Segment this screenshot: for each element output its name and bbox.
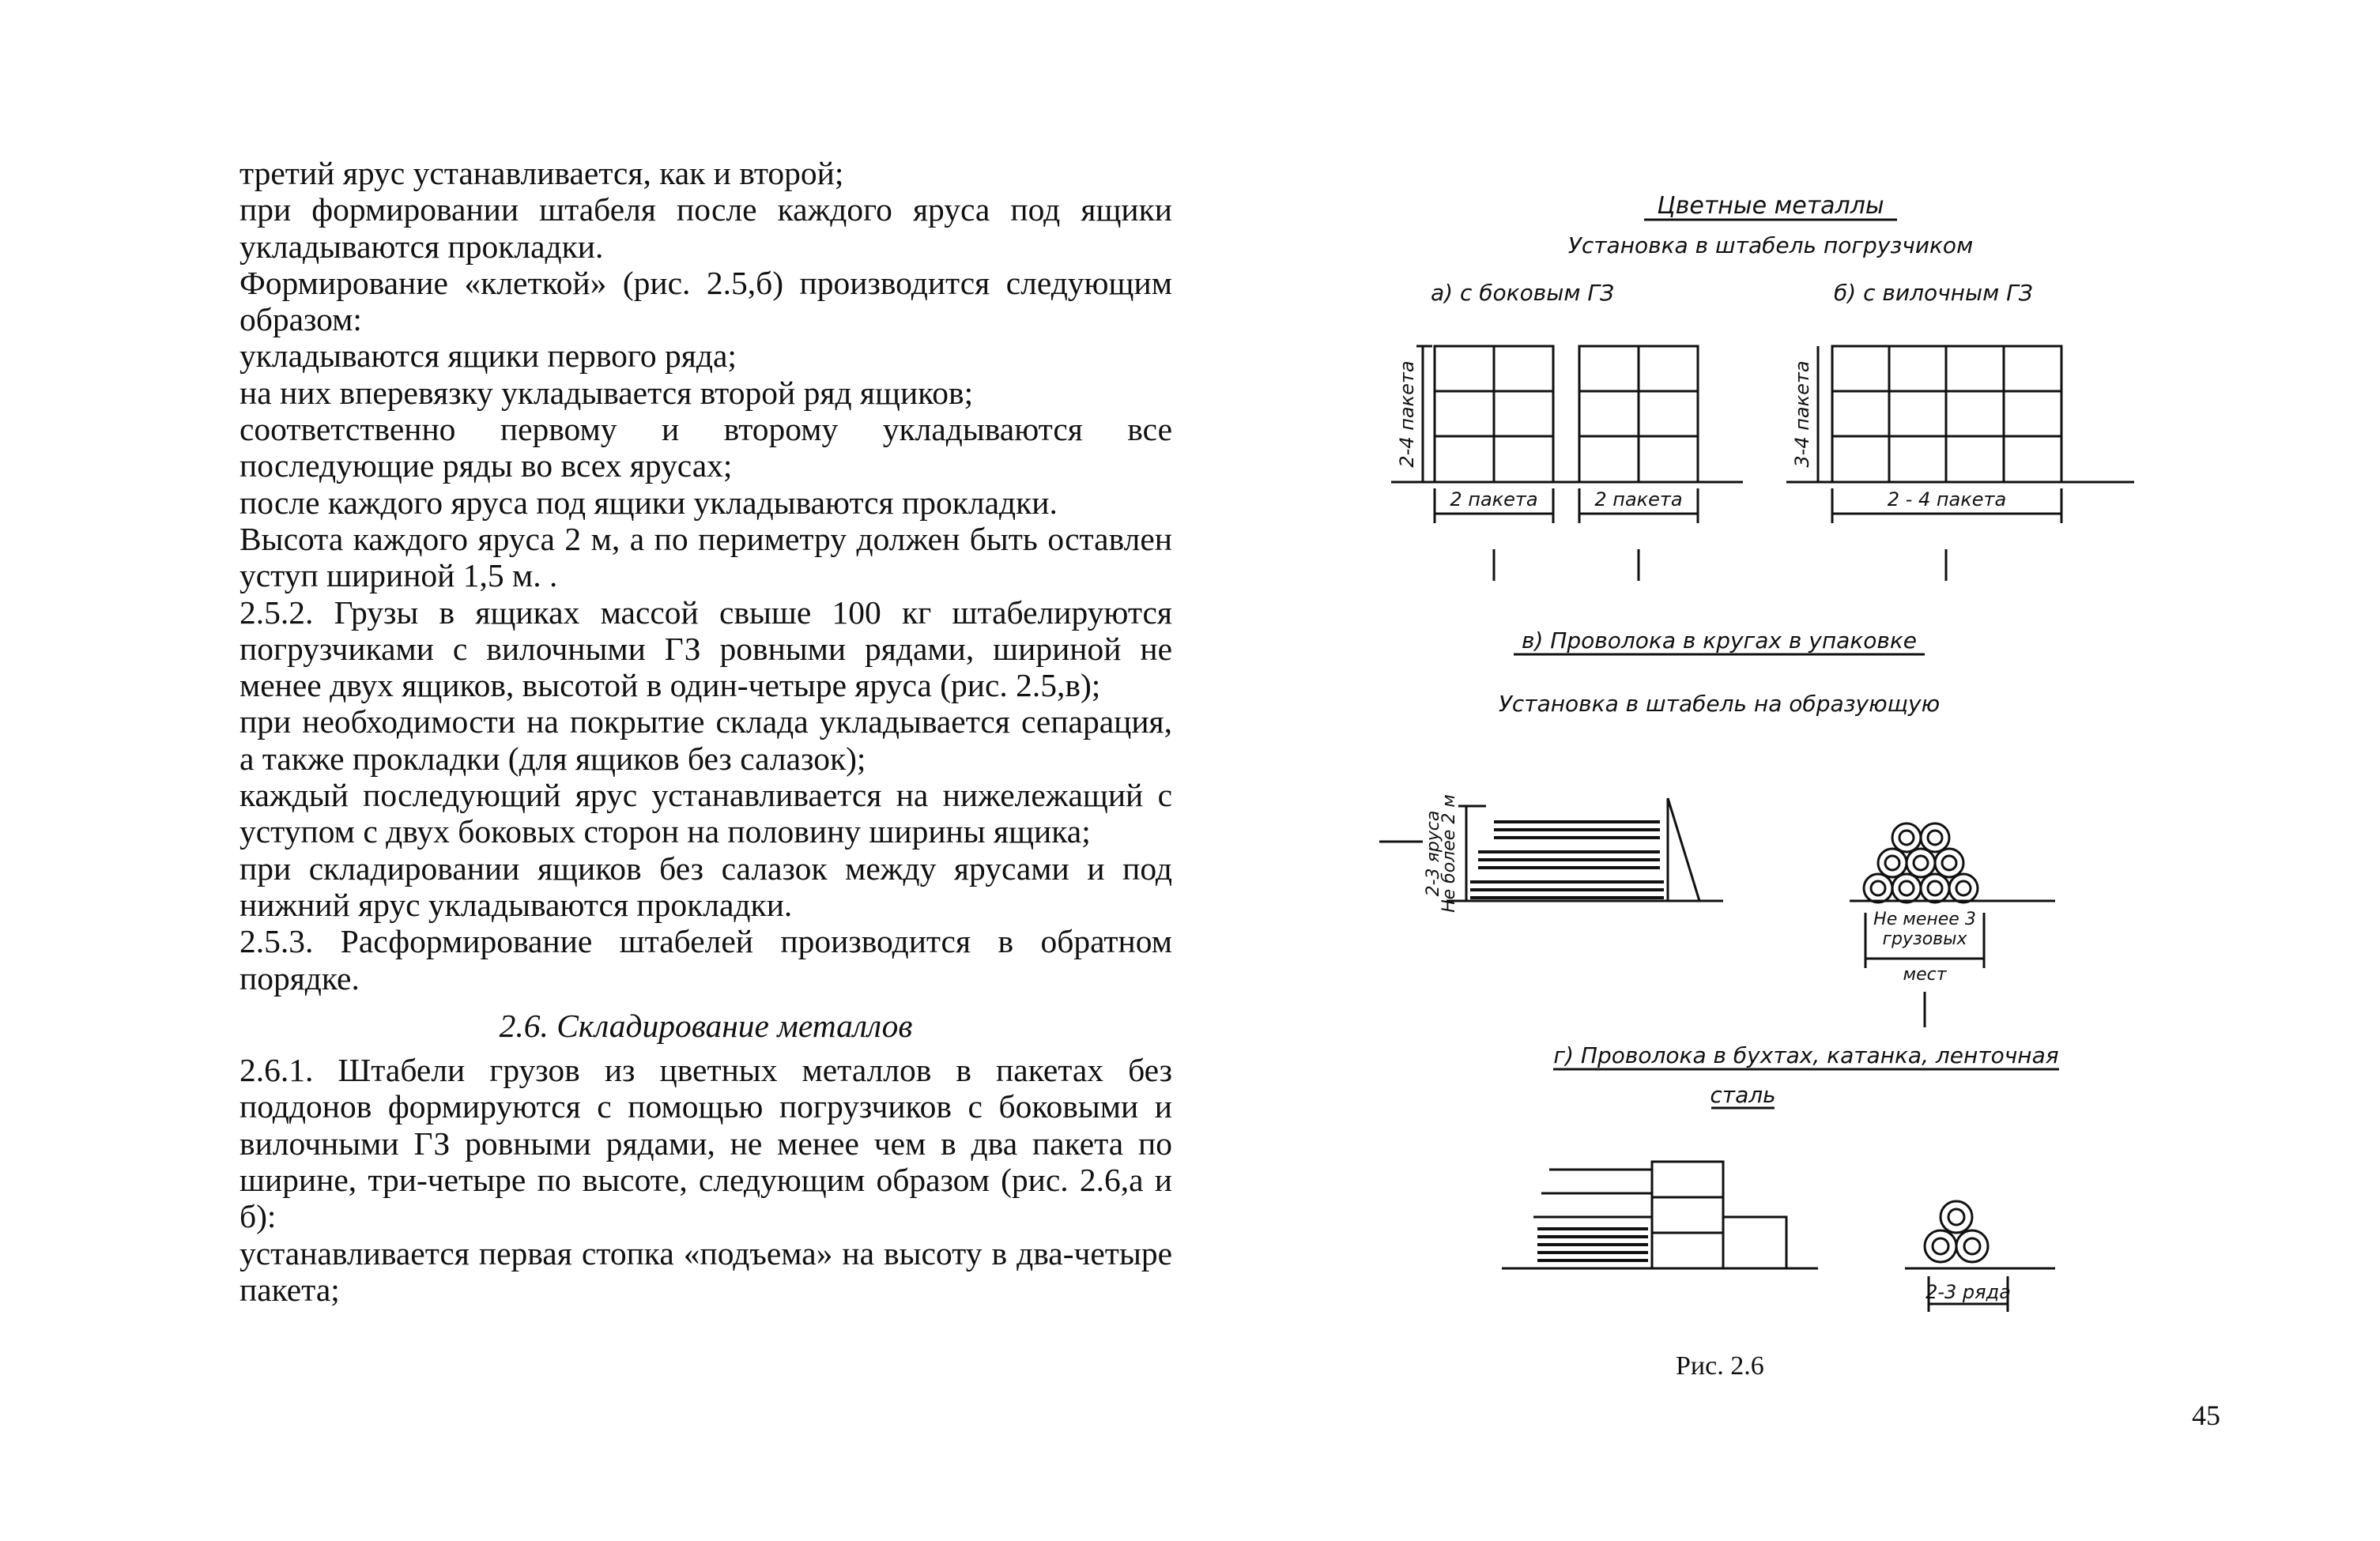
fig-subtitle: Установка в штабель погрузчиком — [1567, 232, 1974, 258]
main-text-column — [240, 155, 1172, 1308]
text-line: каждый последующий ярус устанавливается на нижележащий с уступом с двух боковых сторон на половину ширины ящика; — [240, 777, 1172, 850]
g-width-label: 2-3 ряда — [1925, 1281, 2011, 1303]
text-line: 2.5.2. Грузы в ящиках массой свыше 100 кг штабелируются погрузчиками с вилочными ГЗ ровными рядами, шириной не менее двух ящиков, высотой в один-четыре яруса (рис. 2.5,в); — [240, 593, 1172, 704]
text-line: при необходимости на покрытие склада укладывается сепарация, а также прокладки (для ящиков без салазок); — [240, 703, 1172, 777]
label-v: в) Проволока в кругах в упаковке — [1521, 627, 1918, 654]
label-g: г) Проволока в бухтах, катанка, ленточная — [1553, 1042, 2059, 1068]
text-line: 2.6.1. Штабели грузов из цветных металлов в пакетах без поддонов формируются с помощью погрузчиков с боковыми и вилочными ГЗ ровными рядами, не менее чем в два пакета по ширине, три-четыре по высоте, следующим образом (рис. 2.6,а и б): — [240, 1052, 1172, 1235]
text-line: при складировании ящиков без салазок между ярусами и под нижний ярус укладываются прокладки. — [240, 850, 1172, 923]
figure-drawing — [1344, 174, 2150, 1359]
text-line: укладываются ящики первого ряда; — [240, 337, 737, 375]
page-number: 45 — [2192, 1400, 2220, 1431]
label-a: а) с боковым ГЗ — [1431, 280, 1614, 306]
figure-2-6 — [1344, 174, 2150, 1407]
v-subtitle: Установка в штабель на образующую — [1498, 691, 1941, 717]
v-width-label-3: мест — [1903, 965, 1947, 985]
text-line: при формировании штабеля после каждого яруса под ящики укладываются прокладки. — [240, 191, 1172, 265]
v-width-label-2: грузовых — [1882, 929, 1967, 949]
figure-caption: Рис. 2.6 — [1676, 1351, 1764, 1381]
v-height-label-2: Не более 2 м — [1439, 794, 1459, 913]
b-height-label: 3-4 пакета — [1791, 360, 1813, 468]
a-width-label-2: 2 пакета — [1594, 488, 1683, 511]
text-line: соответственно первому и второму укладываются все последующие ряды во всех ярусах; — [240, 411, 1172, 484]
a-width-label-1: 2 пакета — [1450, 488, 1538, 511]
text-line: устанавливается первая стопка «подъема» на высоту в два-четыре пакета; — [240, 1234, 1172, 1308]
g-title-2: сталь — [1710, 1082, 1776, 1108]
v-width-label-1: Не менее 3 — [1873, 910, 1976, 929]
section-heading: 2.6. Складирование металлов — [499, 1007, 913, 1044]
text-line: после каждого яруса под ящики укладываются прокладки. — [240, 484, 1058, 521]
a-height-label: 2-4 пакета — [1396, 360, 1418, 468]
text-line: 2.5.3. Расформирование штабелей производится в обратном порядке. — [240, 923, 1172, 997]
text-line: Высота каждого яруса 2 м, а по периметру должен быть оставлен уступ шириной 1,5 м. . — [240, 520, 1172, 594]
v-height-label-1: 2-3 яруса — [1424, 810, 1443, 897]
label-b: б) с вилочным ГЗ — [1834, 280, 2033, 306]
b-width-label: 2 - 4 пакета — [1887, 488, 2007, 511]
text-line: третий ярус устанавливается, как и второй; — [240, 155, 844, 191]
fig-title: Цветные металлы — [1657, 192, 1884, 220]
text-line: на них вперевязку укладывается второй ряд ящиков; — [240, 374, 974, 411]
text-line: Формирование «клеткой» (рис. 2.5,б) производится следующим образом: — [240, 264, 1172, 338]
